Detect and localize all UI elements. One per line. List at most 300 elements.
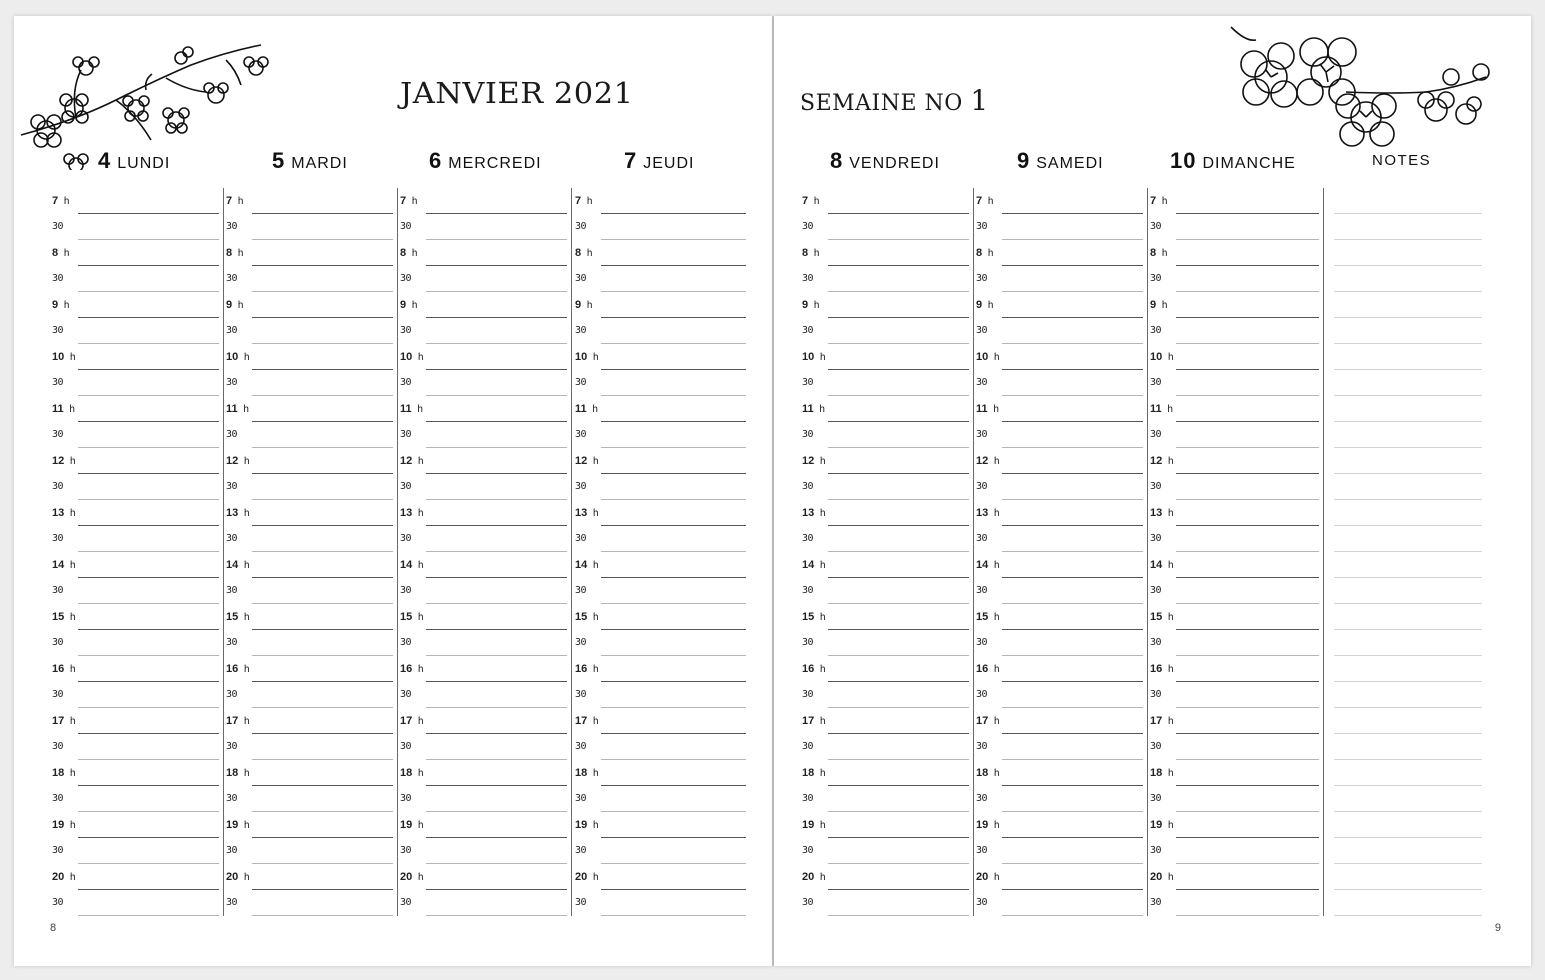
time-slot-hour[interactable] [976,292,1147,318]
notes-line[interactable] [1334,526,1482,552]
time-slot-half-hour[interactable] [226,734,397,760]
notes-line[interactable] [1334,188,1482,214]
day-header-saturday [1017,148,1104,174]
time-slot-half-hour[interactable] [226,630,397,656]
time-slot-half-hour[interactable] [400,890,571,916]
time-slot-hour[interactable] [400,292,571,318]
time-slot-hour[interactable] [400,240,571,266]
day-name: DIMANCHE [1202,155,1296,172]
time-slot-half-hour[interactable] [52,422,223,448]
time-slot-hour[interactable] [802,240,973,266]
time-slot-hour[interactable] [575,344,750,370]
time-slot-hour[interactable] [52,656,223,682]
time-slot-half-hour[interactable] [976,890,1147,916]
time-slot-half-hour[interactable] [226,890,397,916]
time-slot-hour[interactable] [802,344,973,370]
time-label [52,715,75,727]
notes-line[interactable] [1334,630,1482,656]
time-slot-hour[interactable] [1150,344,1323,370]
time-slot-half-hour[interactable] [802,630,973,656]
hour-number: 16 [52,663,65,675]
time-label [1150,611,1173,623]
time-slot-hour[interactable] [226,448,397,474]
time-slot-half-hour[interactable] [400,526,571,552]
hour-number: 12 [575,455,588,467]
notes-line[interactable] [1334,396,1482,422]
half-hour-label: 30 [1150,585,1162,596]
time-slot-hour[interactable] [1150,240,1323,266]
time-slot-hour[interactable] [400,448,571,474]
time-slot-hour[interactable] [802,708,973,734]
notes-line[interactable] [1334,500,1482,526]
time-label [226,195,243,207]
time-slot-half-hour[interactable] [575,318,750,344]
time-slot-hour[interactable] [802,188,973,214]
hour-suffix: h [586,196,593,207]
time-slot-hour[interactable] [575,552,750,578]
time-slot-hour[interactable] [575,760,750,786]
time-slot-hour[interactable] [1150,396,1323,422]
time-slot-hour[interactable] [802,396,973,422]
notes-line[interactable] [1334,214,1482,240]
time-slot-hour[interactable] [575,864,750,890]
day-name: SAMEDI [1036,155,1104,172]
time-slot-hour[interactable] [976,448,1147,474]
time-slot-half-hour[interactable] [575,734,750,760]
notes-line[interactable] [1334,266,1482,292]
hour-suffix: h [69,716,76,727]
time-slot-half-hour[interactable] [400,578,571,604]
time-slot-hour[interactable] [226,396,397,422]
time-slot-half-hour[interactable] [575,630,750,656]
time-slot-half-hour[interactable] [226,578,397,604]
time-slot-half-hour[interactable] [52,526,223,552]
time-slot-half-hour[interactable] [575,526,750,552]
notes-line[interactable] [1334,240,1482,266]
time-slot-hour[interactable] [52,344,223,370]
time-slot-hour[interactable] [400,760,571,786]
time-slot-half-hour[interactable] [575,422,750,448]
time-slot-hour[interactable] [52,396,223,422]
time-slot-hour[interactable] [976,396,1147,422]
half-hour-label: 30 [400,897,412,908]
time-label [400,715,423,727]
time-slot-hour[interactable] [575,812,750,838]
time-slot-half-hour[interactable] [52,474,223,500]
time-slot-hour[interactable] [1150,448,1323,474]
time-label [226,871,249,883]
hour-number: 19 [802,819,815,831]
time-slot-hour[interactable] [52,292,223,318]
time-slot-half-hour[interactable] [802,526,973,552]
time-slot-half-hour[interactable] [226,214,397,240]
time-slot-hour[interactable] [226,864,397,890]
time-slot-half-hour[interactable] [575,682,750,708]
hour-suffix: h [1167,404,1173,415]
time-slot-hour[interactable] [976,812,1147,838]
time-slot-hour[interactable] [1150,604,1323,630]
hour-number: 10 [802,351,815,363]
time-slot-half-hour[interactable] [52,838,223,864]
time-slot-hour[interactable] [52,448,223,474]
half-hour-label: 30 [976,585,988,596]
notes-line[interactable] [1334,656,1482,682]
notes-line[interactable] [1334,708,1482,734]
time-slot-hour[interactable] [575,500,750,526]
time-slot-half-hour[interactable] [400,786,571,812]
time-slot-half-hour[interactable] [1150,526,1323,552]
time-slot-hour[interactable] [802,448,973,474]
notes-line[interactable] [1334,474,1482,500]
time-slot-half-hour[interactable] [52,786,223,812]
time-slot-half-hour[interactable] [400,734,571,760]
time-label [226,299,243,311]
time-slot-half-hour[interactable] [976,370,1147,396]
time-slot-hour[interactable] [1150,188,1323,214]
time-slot-half-hour[interactable] [226,318,397,344]
half-hour-label: 30 [52,429,64,440]
hour-number: 8 [1150,247,1157,259]
time-slot-half-hour[interactable] [575,474,750,500]
hour-suffix: h [819,664,826,675]
time-slot-hour[interactable] [400,656,571,682]
half-hour-label: 30 [226,325,238,336]
hour-suffix: h [417,664,424,675]
time-slot-hour[interactable] [1150,552,1323,578]
week-number: 1 [970,84,989,117]
time-slot-half-hour[interactable] [52,318,223,344]
time-slot-half-hour[interactable] [802,318,973,344]
hour-suffix: h [592,612,599,623]
notes-line[interactable] [1334,422,1482,448]
notes-line[interactable] [1334,552,1482,578]
half-hour-label: 30 [1150,689,1162,700]
half-hour-label: 30 [976,221,988,232]
time-slot-hour[interactable] [400,812,571,838]
half-hour-label: 30 [575,273,587,284]
time-slot-half-hour[interactable] [976,526,1147,552]
time-slot-hour[interactable] [226,812,397,838]
time-slot-hour[interactable] [400,864,571,890]
hour-number: 15 [1150,611,1163,623]
time-slot-hour[interactable] [52,604,223,630]
time-slot-hour[interactable] [802,656,973,682]
time-slot-hour[interactable] [575,188,750,214]
time-slot-hour[interactable] [976,864,1147,890]
time-slot-half-hour[interactable] [976,474,1147,500]
time-slot-hour[interactable] [976,604,1147,630]
time-slot-half-hour[interactable] [575,214,750,240]
time-slot-half-hour[interactable] [52,578,223,604]
time-slot-hour[interactable] [52,864,223,890]
notes-line[interactable] [1334,734,1482,760]
hour-suffix: h [1167,508,1174,519]
notes-line[interactable] [1334,682,1482,708]
time-slot-hour[interactable] [226,500,397,526]
hour-number: 17 [802,715,815,727]
time-slot-half-hour[interactable] [1150,630,1323,656]
time-slot-half-hour[interactable] [976,838,1147,864]
time-slot-half-hour[interactable] [976,214,1147,240]
time-slot-hour[interactable] [400,708,571,734]
time-slot-half-hour[interactable] [976,734,1147,760]
hour-suffix: h [417,612,424,623]
half-hour-label: 30 [52,741,64,752]
time-label [226,351,249,363]
time-slot-hour[interactable] [1150,812,1323,838]
time-slot-hour[interactable] [976,344,1147,370]
notes-line[interactable] [1334,370,1482,396]
hour-number: 8 [400,247,407,259]
schedule-column-tuesday [226,188,398,916]
time-slot-hour[interactable] [52,760,223,786]
writing-line [1002,915,1143,916]
time-slot-hour[interactable] [1150,656,1323,682]
time-slot-half-hour[interactable] [802,422,973,448]
hour-suffix: h [1161,300,1168,311]
time-slot-half-hour[interactable] [802,682,973,708]
day-number: 7 [624,148,638,173]
time-slot-hour[interactable] [400,344,571,370]
time-slot-hour[interactable] [226,656,397,682]
time-slot-half-hour[interactable] [575,838,750,864]
time-slot-hour[interactable] [226,240,397,266]
hour-suffix: h [993,716,1000,727]
time-slot-half-hour[interactable] [976,578,1147,604]
hour-suffix: h [243,352,250,363]
time-label [400,351,423,363]
time-slot-half-hour[interactable] [400,630,571,656]
time-slot-hour[interactable] [802,760,973,786]
time-slot-half-hour[interactable] [976,682,1147,708]
time-slot-half-hour[interactable] [400,682,571,708]
time-slot-half-hour[interactable] [226,370,397,396]
time-label [802,299,819,311]
time-slot-half-hour[interactable] [1150,474,1323,500]
time-slot-half-hour[interactable] [400,474,571,500]
half-hour-label: 30 [52,585,64,596]
time-slot-hour[interactable] [52,552,223,578]
time-slot-hour[interactable] [976,500,1147,526]
time-slot-half-hour[interactable] [400,318,571,344]
time-slot-hour[interactable] [226,188,397,214]
time-slot-half-hour[interactable] [575,370,750,396]
time-slot-hour[interactable] [976,188,1147,214]
time-slot-half-hour[interactable] [976,422,1147,448]
time-slot-half-hour[interactable] [802,838,973,864]
time-slot-hour[interactable] [976,708,1147,734]
time-slot-half-hour[interactable] [226,838,397,864]
time-slot-half-hour[interactable] [802,890,973,916]
time-slot-half-hour[interactable] [802,786,973,812]
time-slot-half-hour[interactable] [1150,318,1323,344]
time-slot-half-hour[interactable] [1150,578,1323,604]
time-label [802,507,825,519]
time-slot-half-hour[interactable] [1150,266,1323,292]
time-slot-half-hour[interactable] [52,682,223,708]
time-slot-half-hour[interactable] [52,370,223,396]
hour-suffix: h [69,508,76,519]
time-slot-half-hour[interactable] [400,838,571,864]
time-label [52,195,69,207]
notes-line[interactable] [1334,760,1482,786]
time-slot-half-hour[interactable] [575,786,750,812]
time-slot-half-hour[interactable] [802,214,973,240]
notes-line[interactable] [1334,604,1482,630]
notes-line[interactable] [1334,812,1482,838]
time-slot-hour[interactable] [976,240,1147,266]
time-slot-hour[interactable] [1150,708,1323,734]
half-hour-label: 30 [802,689,814,700]
time-label [802,455,825,467]
time-slot-half-hour[interactable] [1150,682,1323,708]
time-slot-half-hour[interactable] [1150,734,1323,760]
time-slot-hour[interactable] [400,552,571,578]
time-slot-half-hour[interactable] [1150,214,1323,240]
left-page [14,16,772,966]
time-slot-half-hour[interactable] [976,266,1147,292]
time-slot-hour[interactable] [1150,760,1323,786]
time-label [575,351,598,363]
time-slot-half-hour[interactable] [802,474,973,500]
half-hour-label: 30 [226,377,238,388]
time-slot-half-hour[interactable] [575,266,750,292]
time-slot-hour[interactable] [52,500,223,526]
hour-number: 12 [976,455,989,467]
notes-line[interactable] [1334,318,1482,344]
time-slot-hour[interactable] [802,864,973,890]
time-slot-half-hour[interactable] [52,734,223,760]
time-slot-half-hour[interactable] [226,786,397,812]
time-slot-half-hour[interactable] [400,422,571,448]
notes-line[interactable] [1334,292,1482,318]
time-slot-half-hour[interactable] [1150,786,1323,812]
writing-line [828,915,969,916]
hour-number: 17 [976,715,989,727]
time-slot-half-hour[interactable] [976,318,1147,344]
time-slot-half-hour[interactable] [226,422,397,448]
time-slot-half-hour[interactable] [1150,838,1323,864]
time-slot-hour[interactable] [802,292,973,318]
time-slot-hour[interactable] [226,708,397,734]
time-slot-hour[interactable] [52,812,223,838]
hour-suffix: h [987,248,994,259]
hour-suffix: h [63,248,70,259]
time-slot-hour[interactable] [976,760,1147,786]
time-slot-half-hour[interactable] [226,266,397,292]
time-slot-half-hour[interactable] [802,578,973,604]
notes-line[interactable] [1334,838,1482,864]
time-slot-half-hour[interactable] [52,266,223,292]
time-slot-hour[interactable] [575,396,750,422]
time-slot-half-hour[interactable] [400,214,571,240]
time-label [575,403,598,415]
time-slot-half-hour[interactable] [226,474,397,500]
half-hour-label: 30 [1150,273,1162,284]
time-slot-half-hour[interactable] [52,890,223,916]
time-slot-half-hour[interactable] [400,370,571,396]
time-slot-half-hour[interactable] [52,630,223,656]
hour-suffix: h [592,872,599,883]
time-slot-hour[interactable] [802,552,973,578]
hour-number: 19 [226,819,239,831]
time-label [400,767,423,779]
time-slot-half-hour[interactable] [802,266,973,292]
time-slot-half-hour[interactable] [575,890,750,916]
hour-number: 11 [976,403,988,415]
time-slot-hour[interactable] [226,344,397,370]
day-name: MARDI [291,155,348,172]
time-slot-hour[interactable] [400,188,571,214]
time-slot-hour[interactable] [1150,864,1323,890]
time-slot-hour[interactable] [575,292,750,318]
time-slot-half-hour[interactable] [52,214,223,240]
time-slot-half-hour[interactable] [1150,890,1323,916]
time-slot-half-hour[interactable] [226,526,397,552]
time-slot-half-hour[interactable] [400,266,571,292]
time-slot-hour[interactable] [575,708,750,734]
half-hour-label: 30 [400,585,412,596]
hour-suffix: h [819,612,826,623]
time-slot-hour[interactable] [976,552,1147,578]
notes-line[interactable] [1334,864,1482,890]
time-slot-half-hour[interactable] [226,682,397,708]
time-slot-half-hour[interactable] [976,786,1147,812]
time-slot-hour[interactable] [226,760,397,786]
time-slot-hour[interactable] [575,656,750,682]
time-slot-hour[interactable] [1150,292,1323,318]
time-slot-hour[interactable] [575,240,750,266]
hour-suffix: h [69,456,76,467]
time-slot-hour[interactable] [226,292,397,318]
time-slot-hour[interactable] [52,188,223,214]
time-slot-hour[interactable] [1150,500,1323,526]
time-slot-hour[interactable] [802,812,973,838]
hour-number: 12 [52,455,65,467]
half-hour-label: 30 [976,533,988,544]
time-slot-half-hour[interactable] [1150,422,1323,448]
notes-line[interactable] [1334,578,1482,604]
time-slot-hour[interactable] [802,604,973,630]
time-slot-hour[interactable] [802,500,973,526]
hour-number: 11 [802,403,814,415]
time-slot-hour[interactable] [575,448,750,474]
week-title-text: SEMAINE NO [800,91,963,116]
time-slot-hour[interactable] [52,708,223,734]
time-slot-half-hour[interactable] [802,734,973,760]
time-slot-hour[interactable] [400,604,571,630]
hour-suffix: h [592,352,599,363]
time-slot-hour[interactable] [400,396,571,422]
time-slot-half-hour[interactable] [802,370,973,396]
time-slot-hour[interactable] [226,552,397,578]
time-label [976,455,999,467]
time-slot-half-hour[interactable] [1150,370,1323,396]
notes-line[interactable] [1334,448,1482,474]
notes-line[interactable] [1334,344,1482,370]
time-slot-hour[interactable] [52,240,223,266]
notes-line[interactable] [1334,890,1482,916]
notes-line[interactable] [1334,786,1482,812]
time-label [400,559,423,571]
time-slot-hour[interactable] [575,604,750,630]
hour-number: 8 [575,247,582,259]
time-slot-hour[interactable] [226,604,397,630]
time-slot-half-hour[interactable] [575,578,750,604]
time-slot-half-hour[interactable] [976,630,1147,656]
time-slot-hour[interactable] [400,500,571,526]
time-slot-hour[interactable] [976,656,1147,682]
